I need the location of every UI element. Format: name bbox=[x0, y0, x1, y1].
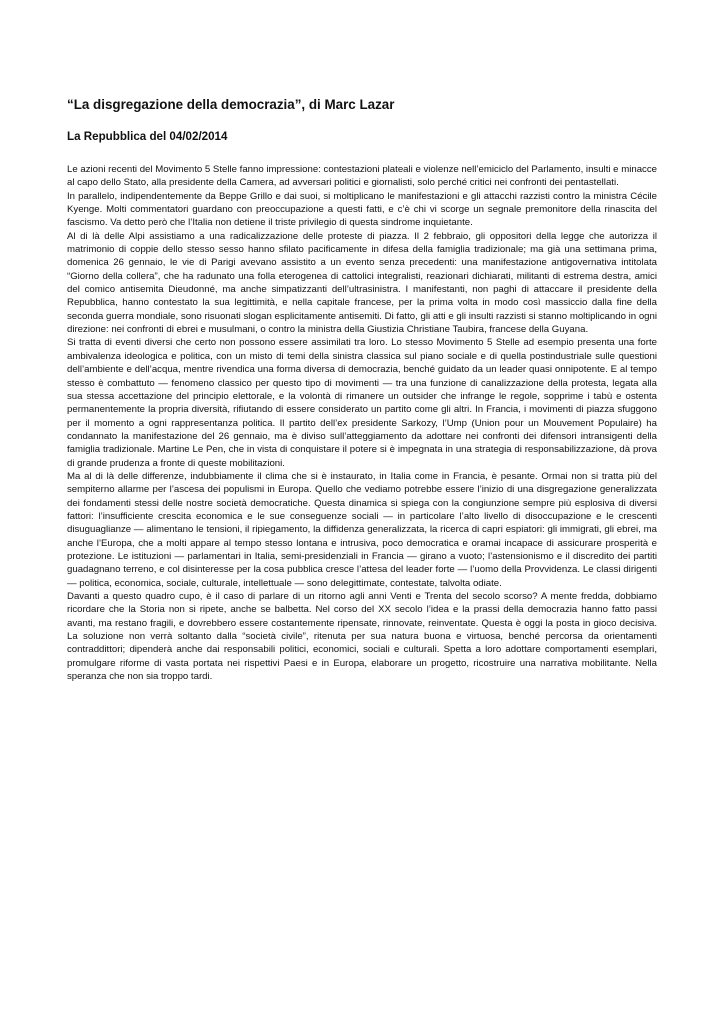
paragraph-3: Al di là delle Alpi assistiamo a una radicalizzazione delle proteste di piazza. Il 2 febbraio, gli oppositori della legge che autorizza il matrimonio di coppie dello stesso sesso hanno sfilato pacificamente in difesa della famiglia tradizionale; ma già una settimana prima, domenica 26 gennaio, le vie di Parigi avevano assistito a un evento senza precedenti: una manifestazione antigovernativa intitolata “Giorno della collera”, che ha radunato una folla eterogenea di cattolici integralisti, reazionari dichiarati, militanti di estrema destra, amici del comico antisemita Dieudonné, ma anche simpatizzanti dell’ultrasinistra. I manifestanti, non paghi di attaccare il presidente della Repubblica, hanno contestato la sua legittimità, e nella capitale francese, per la prima volta in modo così massiccio dalla fine della seconda guerra mondiale, sono risuonati slogan esplicitamente antisemiti. Di fatto, gli atti e gli insulti razzisti si stanno moltiplicando in ogni direzione: nei confronti di ebrei e musulmani, o contro la ministra della Giustizia Christiane Taubira, francese della Guyana. bbox=[67, 230, 657, 336]
article-title: “La disgregazione della democrazia”, di Marc Lazar bbox=[67, 97, 395, 112]
paragraph-2: In parallelo, indipendentemente da Beppe Grillo e dai suoi, si moltiplicano le manifestazioni e gli attacchi razzisti contro la ministra Cécile Kyenge. Molti commentatori guardano con preoccupazione a questi fatti, e c’è chi vi scorge un segnale premonitore della rinascita del fascismo. Va detto però che l’Italia non detiene il triste privilegio di questa sindrome inquietante. bbox=[67, 190, 657, 229]
article-body bbox=[67, 163, 657, 683]
paragraph-1: Le azioni recenti del Movimento 5 Stelle fanno impressione: contestazioni plateali e violenze nell’emiciclo del Parlamento, insulti e minacce al capo dello Stato, alla presidente della Camera, ad avversari politici e giornalisti, solo perché critici nei confronti dei pentastellati. bbox=[67, 164, 657, 189]
paragraph-4: Si tratta di eventi diversi che certo non possono essere assimilati tra loro. Lo stesso Movimento 5 Stelle ad esempio presenta una forte ambivalenza ideologica e politica, con un misto di temi della sinistra classica sul piano sociale e di quella postindustriale sulle questioni dell’ambiente e dell’acqua, mentre rivendica una forma diversa di democrazia, benché guidato da un leader quasi onnipotente. E al tempo stesso è combattuto — fenomeno classico per questo tipo di movimenti — tra una funzione di canalizzazione della protesta, legata alla sua stessa accettazione del principio elettorale, e la volontà di rimanere un outsider che infrange le regole, sopprime i tabù e ostenta permanentemente la propria diversità, rifiutando di essere considerato un partito come gli altri. In Francia, i movimenti di piazza sfuggono per il momento a ogni rappresentanza politica. Il partito dell’ex presidente Sarkozy, l’Ump (Union pour un Mouvement Populaire) ha condannato la manifestazione del 26 gennaio, ma è diviso sull’atteggiamento da adottare nei confronti dei difensori intransigenti della famiglia tradizionale. Martine Le Pen, che in vista di conquistare il potere si è impegnata in una strategia di responsabilizzazione, dà prova di grande prudenza a fronte di queste mobilitazioni. bbox=[67, 337, 657, 469]
paragraph-5: Ma al di là delle differenze, indubbiamente il clima che si è instaurato, in Italia come in Francia, è pesante. Ormai non si tratta più del sempiterno allarme per l’ascesa dei populismi in Europa. Quello che vediamo potrebbe essere l’inizio di una disgregazione generalizzata dei fondamenti stessi delle nostre società democratiche. Questa dinamica si spiega con la congiunzione sempre più esplosiva di diversi fattori: l’insufficiente crescita economica e le sue conseguenze sociali — in particolare l’alto livello di disoccupazione e le crescenti disuguaglianze — alimentano le tensioni, il ripiegamento, la diffidenza generalizzata, la ricerca di capri espiatori: gli immigrati, gli ebrei, ma anche l’Europa, che a molti appare al tempo stesso lontana e intrusiva, poco democratica e oramai incapace di assicurare prosperità e protezione. Le istituzioni — parlamentari in Italia, semi-presidenziali in Francia — girano a vuoto; l’astensionismo e il discredito dei partiti guadagnano terreno, e col disinteresse per la cosa pubblica cresce l’attesa del leader forte — l’uomo della Provvidenza. Le classi dirigenti — politica, economica, sociale, culturale, intellettuale — sono delegittimate, contestate, talvolta odiate. bbox=[67, 470, 657, 589]
document-page bbox=[67, 96, 657, 683]
paragraph-6: Davanti a questo quadro cupo, è il caso di parlare di un ritorno agli anni Venti e Trenta del secolo scorso? A mente fredda, dobbiamo ricordare che la Storia non si ripete, anche se balbetta. Nel corso del XX secolo l’idea e la prassi della democrazia hanno fatto passi avanti, ma restano fragili, e dovrebbero essere costantemente ripensate, rinnovate, reinventate. Questa è oggi la posta in gioco decisiva. La soluzione non verrà soltanto dalla “società civile”, ritenuta per sua natura buona e virtuosa, benché percorsa da orientamenti contraddittori; dipenderà anche dai responsabili politici, economici, sociali e culturali. Spetta a loro adottare comportamenti esemplari, promulgare riforme di vasta portata nei rispettivi Paesi e in Europa, elaborare un progetto, ricostruire una narrativa mobilitante. Nella speranza che non sia troppo tardi. bbox=[67, 591, 657, 683]
article-source: La Repubblica del 04/02/2014 bbox=[67, 130, 228, 143]
